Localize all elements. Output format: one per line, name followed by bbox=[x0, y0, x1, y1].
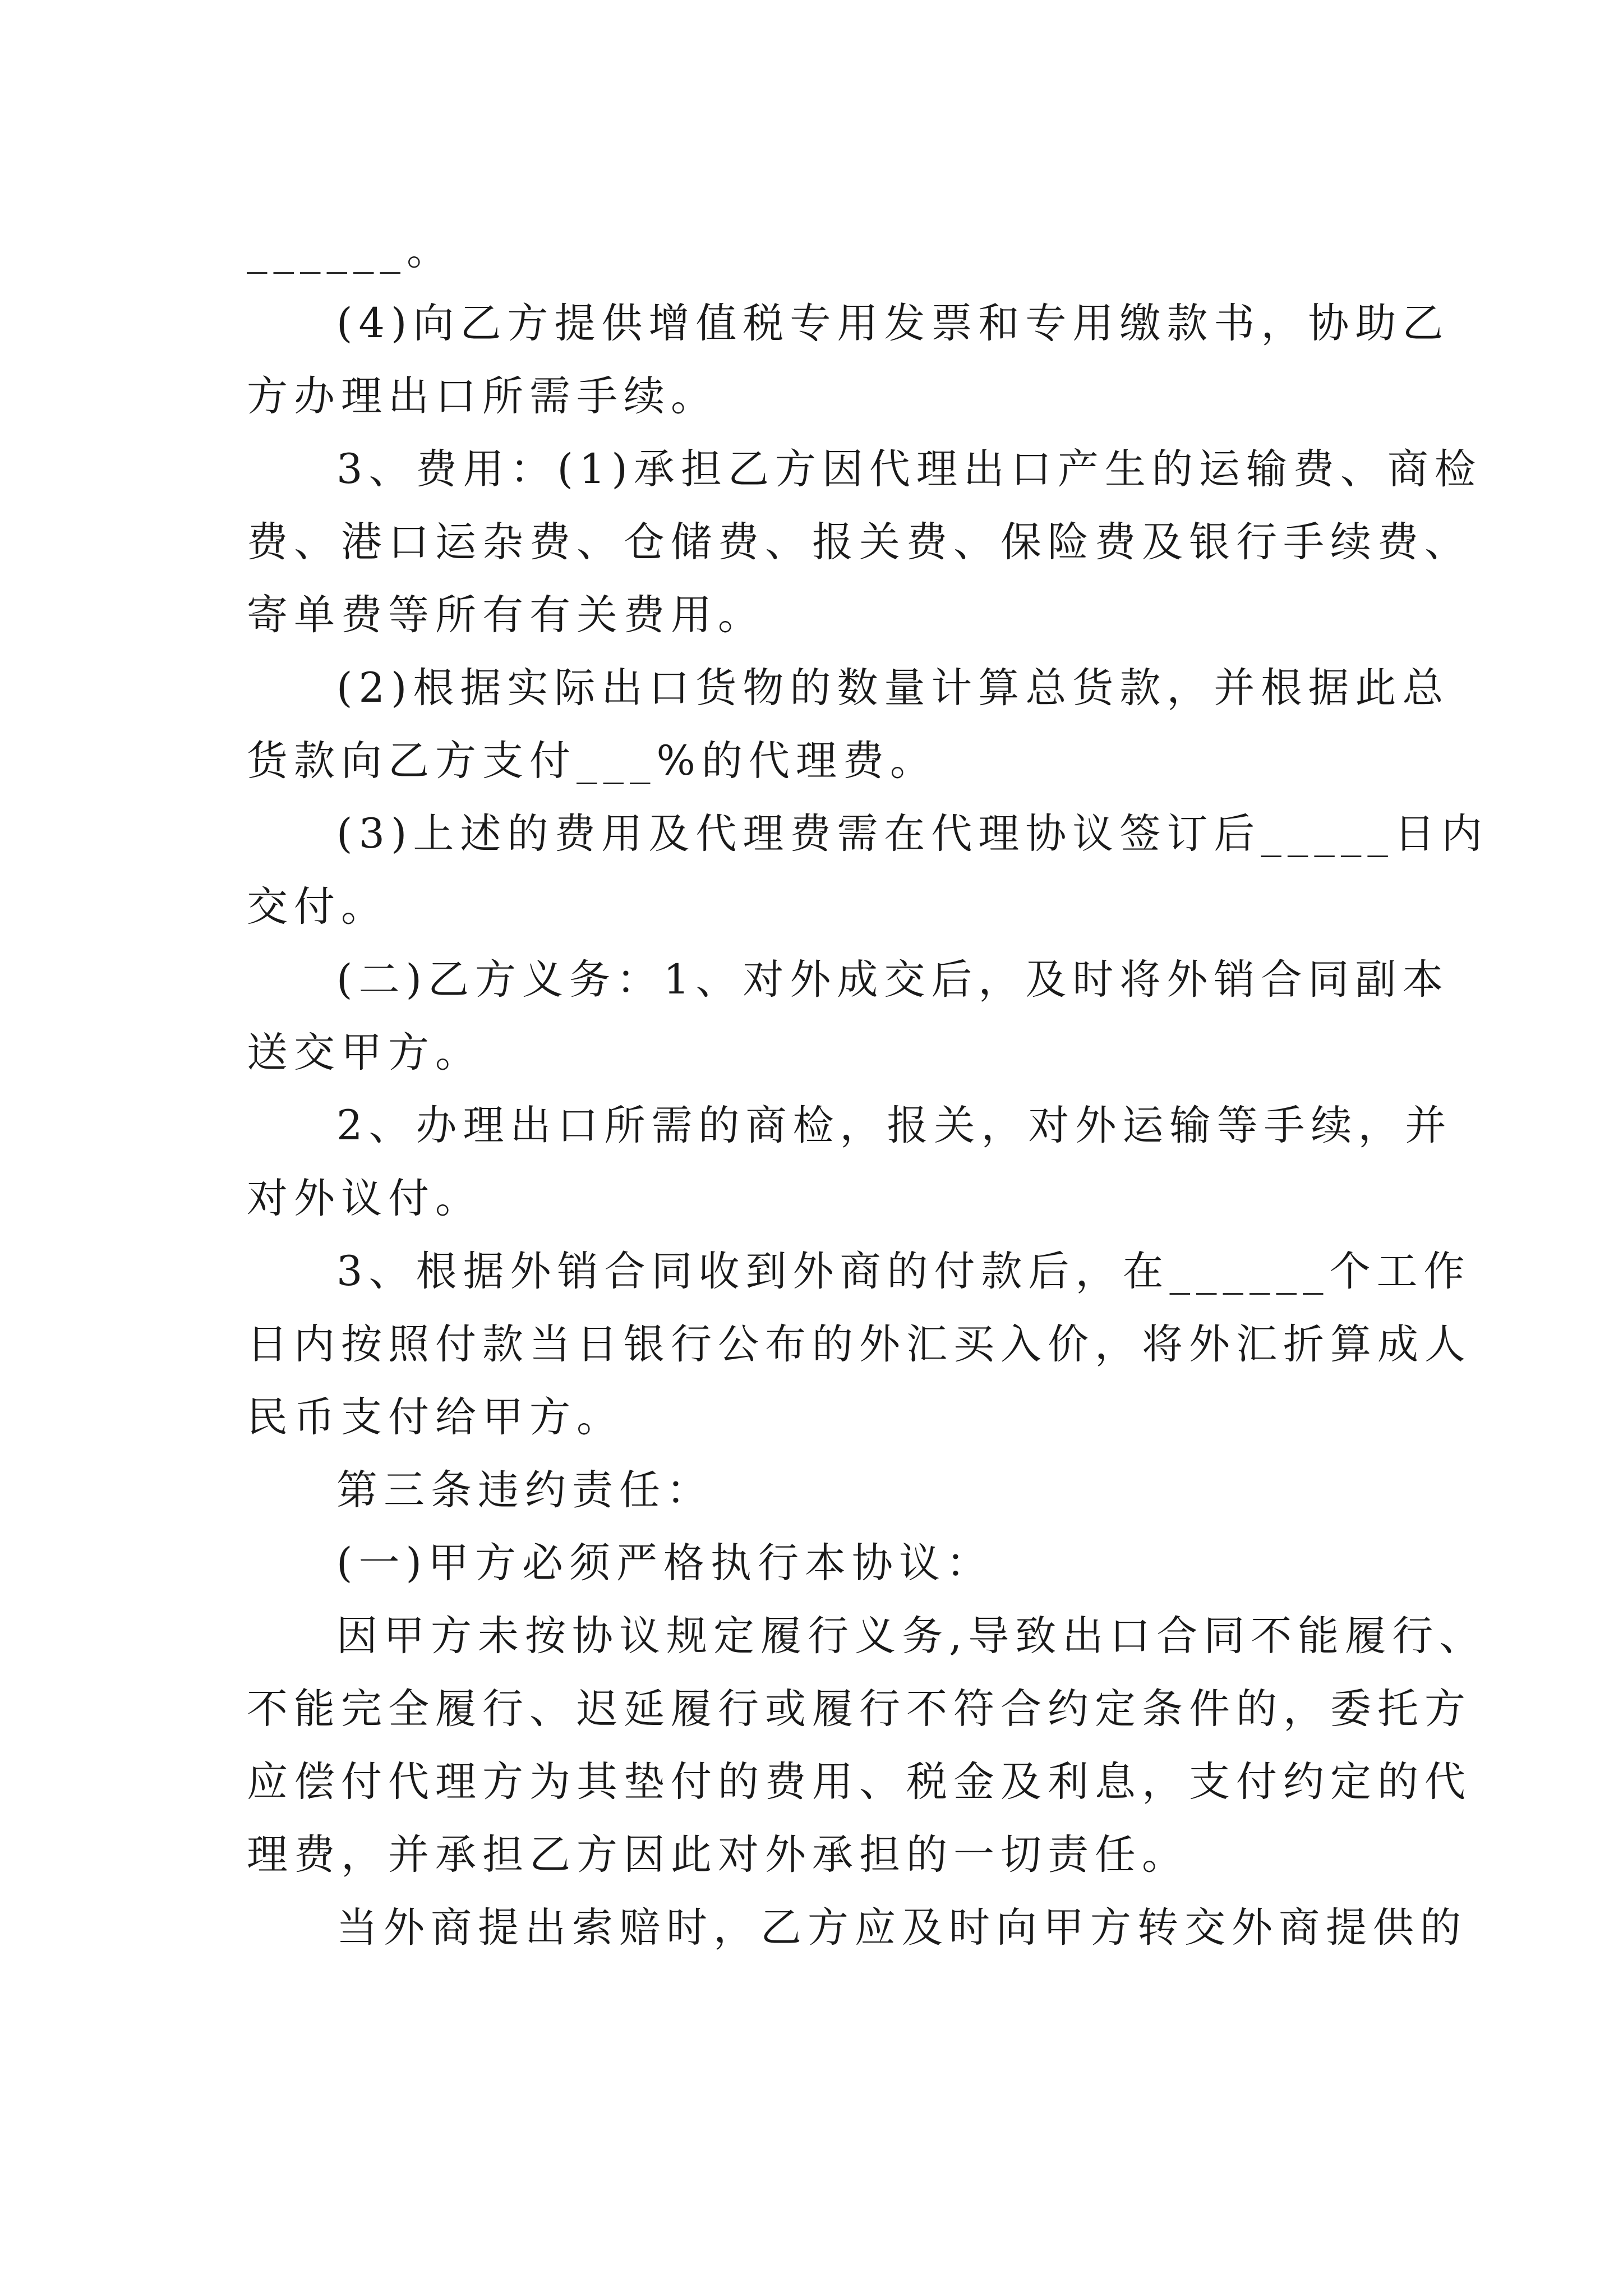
text-line: 不能完全履行、迟延履行或履行不符合约定条件的，委托方 bbox=[247, 1685, 1472, 1733]
text-line: (二)乙方义务：1、对外成交后，及时将外销合同副本 bbox=[336, 956, 1450, 1004]
text-line: 送交甲方。 bbox=[247, 1029, 482, 1076]
text-line: 费、港口运杂费、仓储费、报关费、保险费及银行手续费、 bbox=[247, 518, 1472, 566]
text-line: 3、根据外销合同收到外商的付款后，在______个工作 bbox=[336, 1248, 1471, 1295]
text-line: 寄单费等所有有关费用。 bbox=[247, 591, 765, 639]
text-line: 理费，并承担乙方因此对外承担的一切责任。 bbox=[247, 1831, 1189, 1879]
text-line: 当外商提出索赔时，乙方应及时向甲方转交外商提供的 bbox=[336, 1904, 1467, 1952]
section-heading: 第三条违约责任： bbox=[336, 1466, 713, 1514]
text-line: 2、办理出口所需的商检，报关，对外运输等手续，并 bbox=[336, 1102, 1453, 1149]
text-line: 日内按照付款当日银行公布的外汇买入价，将外汇折算成人 bbox=[247, 1320, 1472, 1368]
text-line: (3)上述的费用及代理费需在代理协议签订后_____日内 bbox=[336, 810, 1488, 858]
text-line: (4)向乙方提供增值税专用发票和专用缴款书，协助乙 bbox=[336, 300, 1450, 347]
text-line: 货款向乙方支付___%的代理费。 bbox=[247, 737, 937, 785]
text-line: 3、费用：(1)承担乙方因代理出口产生的运输费、商检 bbox=[336, 445, 1482, 493]
text-line: 民币支付给甲方。 bbox=[247, 1393, 624, 1441]
text-line: 因甲方未按协议规定履行义务,导致出口合同不能履行、 bbox=[336, 1612, 1487, 1660]
text-line: ______。 bbox=[247, 227, 454, 274]
text-line: 方办理出口所需手续。 bbox=[247, 372, 718, 420]
text-line: 交付。 bbox=[247, 883, 388, 931]
text-line: (一)甲方必须严格执行本协议： bbox=[336, 1539, 993, 1587]
text-line: 对外议付。 bbox=[247, 1175, 482, 1222]
text-line: 应偿付代理方为其垫付的费用、税金及利息，支付约定的代 bbox=[247, 1758, 1472, 1806]
text-line: (2)根据实际出口货物的数量计算总货款，并根据此总 bbox=[336, 664, 1450, 712]
